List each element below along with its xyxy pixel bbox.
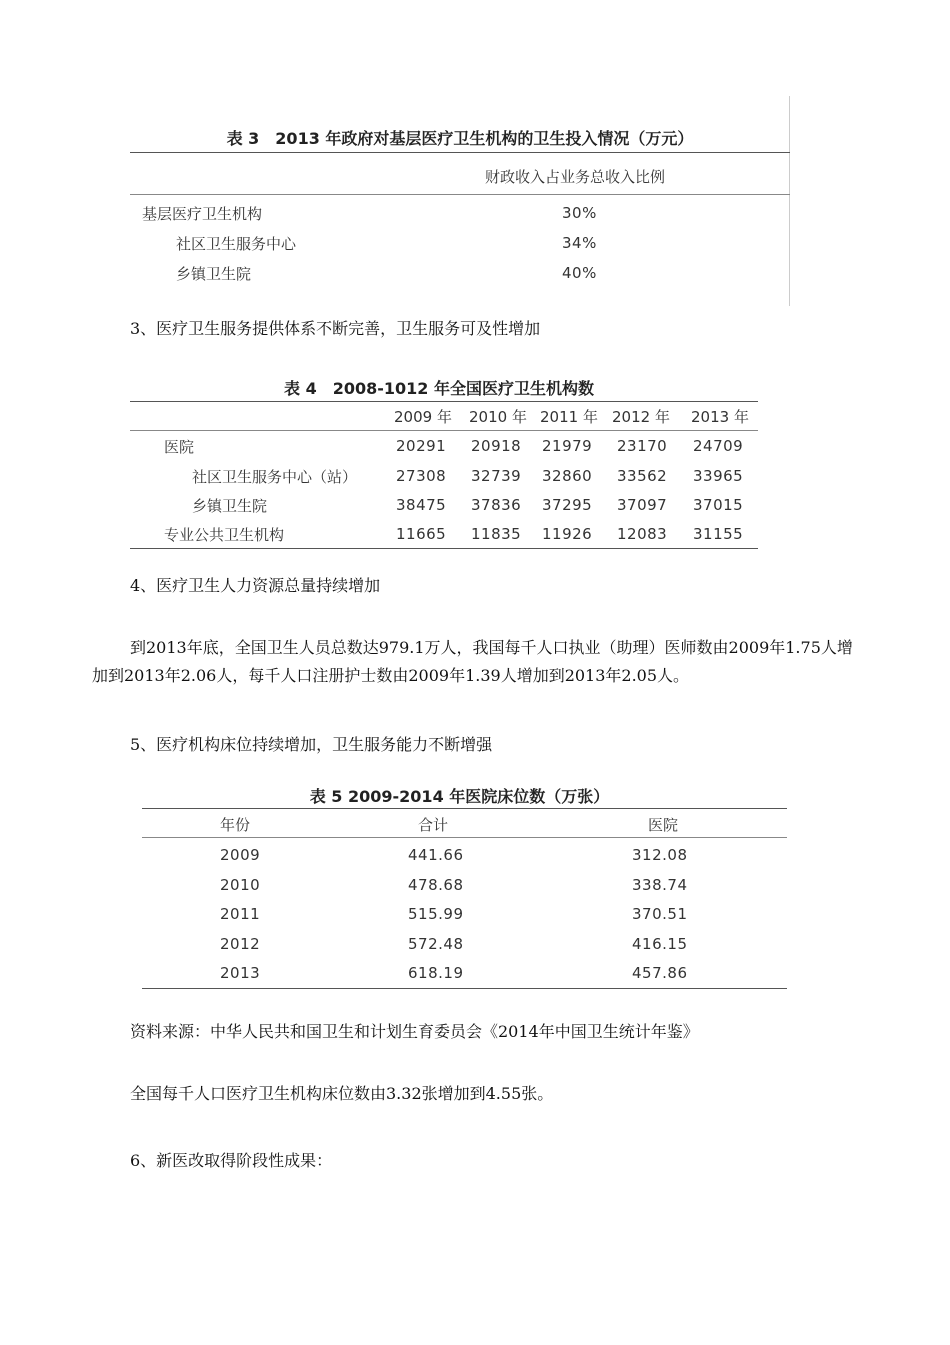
table-4-row-label: 医院 xyxy=(164,438,195,456)
section-heading-6: 6、新医改取得阶段性成果： xyxy=(130,1151,333,1170)
table-5 xyxy=(142,780,787,990)
table-4-cell: 33562 xyxy=(617,467,668,485)
table-5-cell: 478.68 xyxy=(408,876,464,894)
section-heading-5: 5、医疗机构床位持续增加，卫生服务能力不断增强 xyxy=(130,735,493,754)
table-5-cell: 312.08 xyxy=(632,846,688,864)
table-4-row-label: 专业公共卫生机构 xyxy=(164,526,285,544)
table-3-row-value: 30% xyxy=(562,204,597,222)
table-4-year-header: 2011 年 xyxy=(540,408,598,426)
table-3 xyxy=(130,96,790,306)
table-5-cell: 370.51 xyxy=(632,905,688,923)
table-5-cell: 457.86 xyxy=(632,964,688,982)
table-3-header-rule xyxy=(130,194,790,195)
table-4-cell: 37097 xyxy=(617,496,668,514)
section-heading-3: 3、医疗卫生服务提供体系不断完善，卫生服务可及性增加 xyxy=(130,319,541,338)
table-4-header-rule xyxy=(130,430,758,431)
table-4-cell: 32860 xyxy=(542,467,593,485)
table-4-cell: 21979 xyxy=(542,437,593,455)
table-4-cell: 27308 xyxy=(396,467,447,485)
table-5-cell: 2010 xyxy=(220,876,261,894)
table-4-cell: 20918 xyxy=(471,437,522,455)
table-5-cell: 338.74 xyxy=(632,876,688,894)
table-5-cell: 2012 xyxy=(220,935,261,953)
table-3-row-value: 34% xyxy=(562,234,597,252)
table-4-year-header: 2009 年 xyxy=(394,408,452,426)
table-5-header: 医院 xyxy=(648,816,679,834)
table-4-cell: 11926 xyxy=(542,525,593,543)
table-4-cell: 23170 xyxy=(617,437,668,455)
table-3-top-rule xyxy=(130,152,790,153)
table-3-row-value: 40% xyxy=(562,264,597,282)
table-5-cell: 2011 xyxy=(220,905,261,923)
table-4-row-label: 社区卫生服务中心（站） xyxy=(192,468,358,486)
table-4-cell: 12083 xyxy=(617,525,668,543)
table-5-cell: 2009 xyxy=(220,846,261,864)
table-5-cell: 2013 xyxy=(220,964,261,982)
table-5-top-rule xyxy=(142,808,787,809)
paragraph-health-workforce-text: 到2013年底，全国卫生人员总数达979.1万人，我国每千人口执业（助理）医师数由2009年1.75人增加到2013年2.06人，每千人口注册护士数由2009年1.39人增加到2013年2.05人。 xyxy=(92,638,853,685)
table-5-title: 表 5 2009-2014 年医院床位数（万张） xyxy=(309,787,610,806)
table-5-bottom-rule xyxy=(142,988,787,989)
table-5-header: 年份 xyxy=(220,816,251,834)
table-4-cell: 11835 xyxy=(471,525,522,543)
table-4-title: 表 4 2008-1012 年全国医疗卫生机构数 xyxy=(284,379,594,398)
table-5-cell: 572.48 xyxy=(408,935,464,953)
section-heading-4: 4、医疗卫生人力资源总量持续增加 xyxy=(130,576,381,595)
table-4-cell: 24709 xyxy=(693,437,744,455)
table-4-year-header: 2012 年 xyxy=(612,408,670,426)
table-5-header-rule xyxy=(142,837,787,838)
paragraph-beds: 全国每千人口医疗卫生机构床位数由3.32张增加到4.55张。 xyxy=(130,1084,554,1103)
table-4-cell: 32739 xyxy=(471,467,522,485)
table-3-column-header: 财政收入占业务总收入比例 xyxy=(485,168,666,186)
table-4-year-header: 2010 年 xyxy=(469,408,527,426)
table-4-cell: 37295 xyxy=(542,496,593,514)
table-5-cell: 618.19 xyxy=(408,964,464,982)
table-4-cell: 11665 xyxy=(396,525,447,543)
table-4-cell: 31155 xyxy=(693,525,744,543)
table-3-title: 表 3 2013 年政府对基层医疗卫生机构的卫生投入情况（万元） xyxy=(226,129,694,148)
table-5-cell: 515.99 xyxy=(408,905,464,923)
table-4-cell: 20291 xyxy=(396,437,447,455)
table-4-row-label: 乡镇卫生院 xyxy=(192,497,268,515)
table-4-cell: 33965 xyxy=(693,467,744,485)
table-3-row-label: 乡镇卫生院 xyxy=(176,265,252,283)
table-4 xyxy=(130,370,758,550)
table-5-cell: 441.66 xyxy=(408,846,464,864)
table-4-cell: 37015 xyxy=(693,496,744,514)
paragraph-health-workforce xyxy=(92,634,862,690)
table-4-year-header: 2013 年 xyxy=(691,408,749,426)
table-4-top-rule xyxy=(130,401,758,402)
table-4-bottom-rule xyxy=(130,548,758,549)
table-4-cell: 37836 xyxy=(471,496,522,514)
table-3-row-label: 基层医疗卫生机构 xyxy=(142,205,263,223)
table-4-cell: 38475 xyxy=(396,496,447,514)
source-note: 资料来源：中华人民共和国卫生和计划生育委员会《2014年中国卫生统计年鉴》 xyxy=(130,1022,699,1041)
table-5-cell: 416.15 xyxy=(632,935,688,953)
table-5-header: 合计 xyxy=(418,816,449,834)
table-3-row-label: 社区卫生服务中心 xyxy=(176,235,297,253)
